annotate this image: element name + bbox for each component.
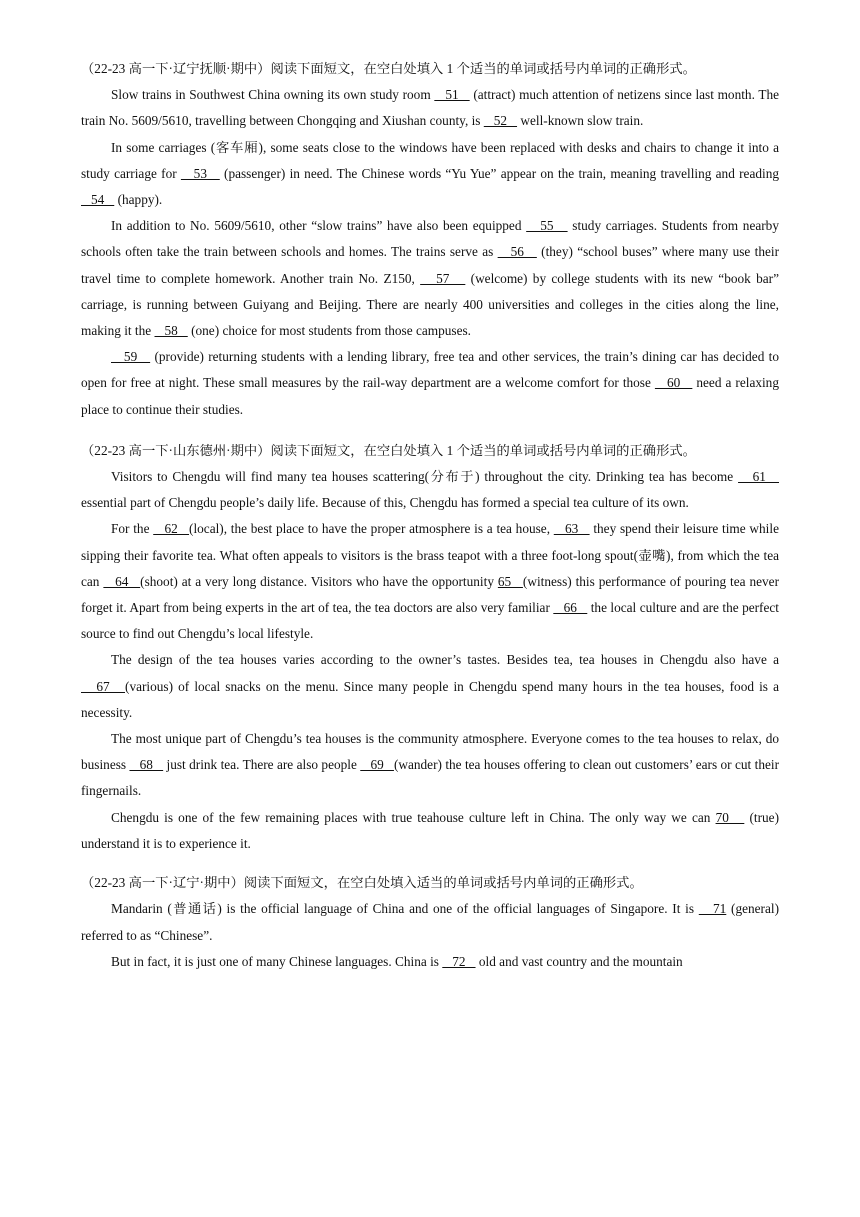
- document-page: [81, 56, 779, 975]
- answer-blank: 55: [526, 218, 568, 234]
- answer-blank: 61: [738, 469, 779, 485]
- answer-blank: 51: [434, 87, 470, 103]
- answer-blank: 62: [153, 521, 190, 537]
- paragraph: Mandarin (普通话) is the official language of China and one of the official languages of Singapore. It is 71 (general) referred to as “Chinese”.: [81, 901, 779, 943]
- answer-blank: 67: [81, 678, 126, 694]
- answer-blank: 54: [81, 192, 115, 208]
- paragraph: In some carriages (客车厢), some seats close to the windows have been replaced with desks and chairs to change it into a study carriage for 53 (passenger) in need. The Chinese words “Yu Yue” appear on the train, meaning travelling and reading 54 (happy).: [81, 139, 779, 208]
- section-spacer: [81, 857, 779, 870]
- answer-blank: 68: [129, 757, 164, 773]
- paragraph: In addition to No. 5609/5610, other “slow trains” have also been equipped 55 study carriages. Students from nearby schools often take the train between schools and homes. The trains serve as 56 (they) “school buses” where many use their travel time to complete homework. Another train No. Z150, 57 (welcome) by college students with its new “book bar” carriage, is running between Guiyang and Beijing. There are nearly 400 universities and colleges in the cities along the line, making it the 58 (one) choice for most students from those campuses.: [81, 218, 779, 339]
- answer-blank: 52: [483, 113, 518, 129]
- answer-blank: 56: [497, 244, 537, 260]
- answer-blank: 66: [553, 600, 588, 616]
- answer-blank: 59: [111, 349, 151, 365]
- answer-blank: 64: [103, 573, 141, 589]
- answer-blank: 70: [715, 809, 745, 825]
- answer-blank: 65: [497, 573, 523, 589]
- answer-blank: 72: [442, 953, 476, 969]
- answer-blank: 58: [154, 323, 188, 339]
- paragraph: But in fact, it is just one of many Chinese languages. China is 72 old and vast country and the mountain: [111, 953, 683, 969]
- paragraph: 59 (provide) returning students with a lending library, free tea and other services, the train’s dining car has decided to open for free at night. These small measures by the rail-way department are a welcome comfort for those 60 need a relaxing place to continue their studies.: [81, 349, 779, 417]
- answer-blank: 60: [654, 375, 693, 391]
- section-3-header: （22-23 高一下·辽宁·期中）阅读下面短文，在空白处填入适当的单词或括号内单词的正确形式。: [81, 875, 643, 891]
- paragraph: Chengdu is one of the few remaining places with true teahouse culture left in China. The only way we can 70 (true) understand it is to experience it.: [81, 809, 779, 851]
- paragraph: Slow trains in Southwest China owning its own study room 51 (attract) much attention of netizens since last month. The train No. 5609/5610, travelling between Chongqing and Xiushan county, is 52 well-known slow train.: [81, 87, 779, 129]
- section-1-header: （22-23 高一下·辽宁抚顺·期中）阅读下面短文，在空白处填入 1 个适当的单词或括号内单词的正确形式。: [81, 61, 696, 76]
- answer-blank: 63: [553, 521, 590, 537]
- paragraph: Visitors to Chengdu will find many tea houses scattering(分布于) throughout the city. Drinking tea has become 61 essential part of Chengdu people’s daily life. Because of this, Chengdu has formed a special tea culture of its own.: [81, 469, 779, 511]
- section-2-header: （22-23 高一下·山东德州·期中）阅读下面短文，在空白处填入 1 个适当的单词或括号内单词的正确形式。: [81, 442, 696, 458]
- answer-blank: 57: [420, 270, 466, 286]
- paragraph: The most unique part of Chengdu’s tea houses is the community atmosphere. Everyone comes to the tea houses to relax, do business 68 just drink tea. There are also people 69 (wander) the tea houses offering to clean out customers’ ears or cut their fingernails.: [81, 731, 780, 799]
- answer-blank: 71: [698, 901, 727, 917]
- paragraph: For the 62 (local), the best place to have the proper atmosphere is a tea house, 63 they spend their leisure time while sipping their favorite tea. What often appeals to visitors is the brass teapot with a three foot-long spout(壶嘴), from which the tea can 64 (shoot) at a very long distance. Visitors who have the opportunity 65 (witness) this performance of pouring tea never forget it. Apart from being experts in the art of tea, the tea doctors are also very familiar 66 the local culture and are the perfect source to find out Chengdu’s local lifestyle.: [81, 521, 779, 642]
- paragraph: The design of the tea houses varies according to the owner’s tastes. Besides tea, tea houses in Chengdu also have a 67 (various) of local snacks on the menu. Since many people in Chengdu spend many hours in the tea houses, food is a necessity.: [81, 652, 780, 720]
- section-spacer: [81, 423, 779, 438]
- answer-blank: 69: [360, 757, 394, 773]
- answer-blank: 53: [180, 165, 220, 181]
